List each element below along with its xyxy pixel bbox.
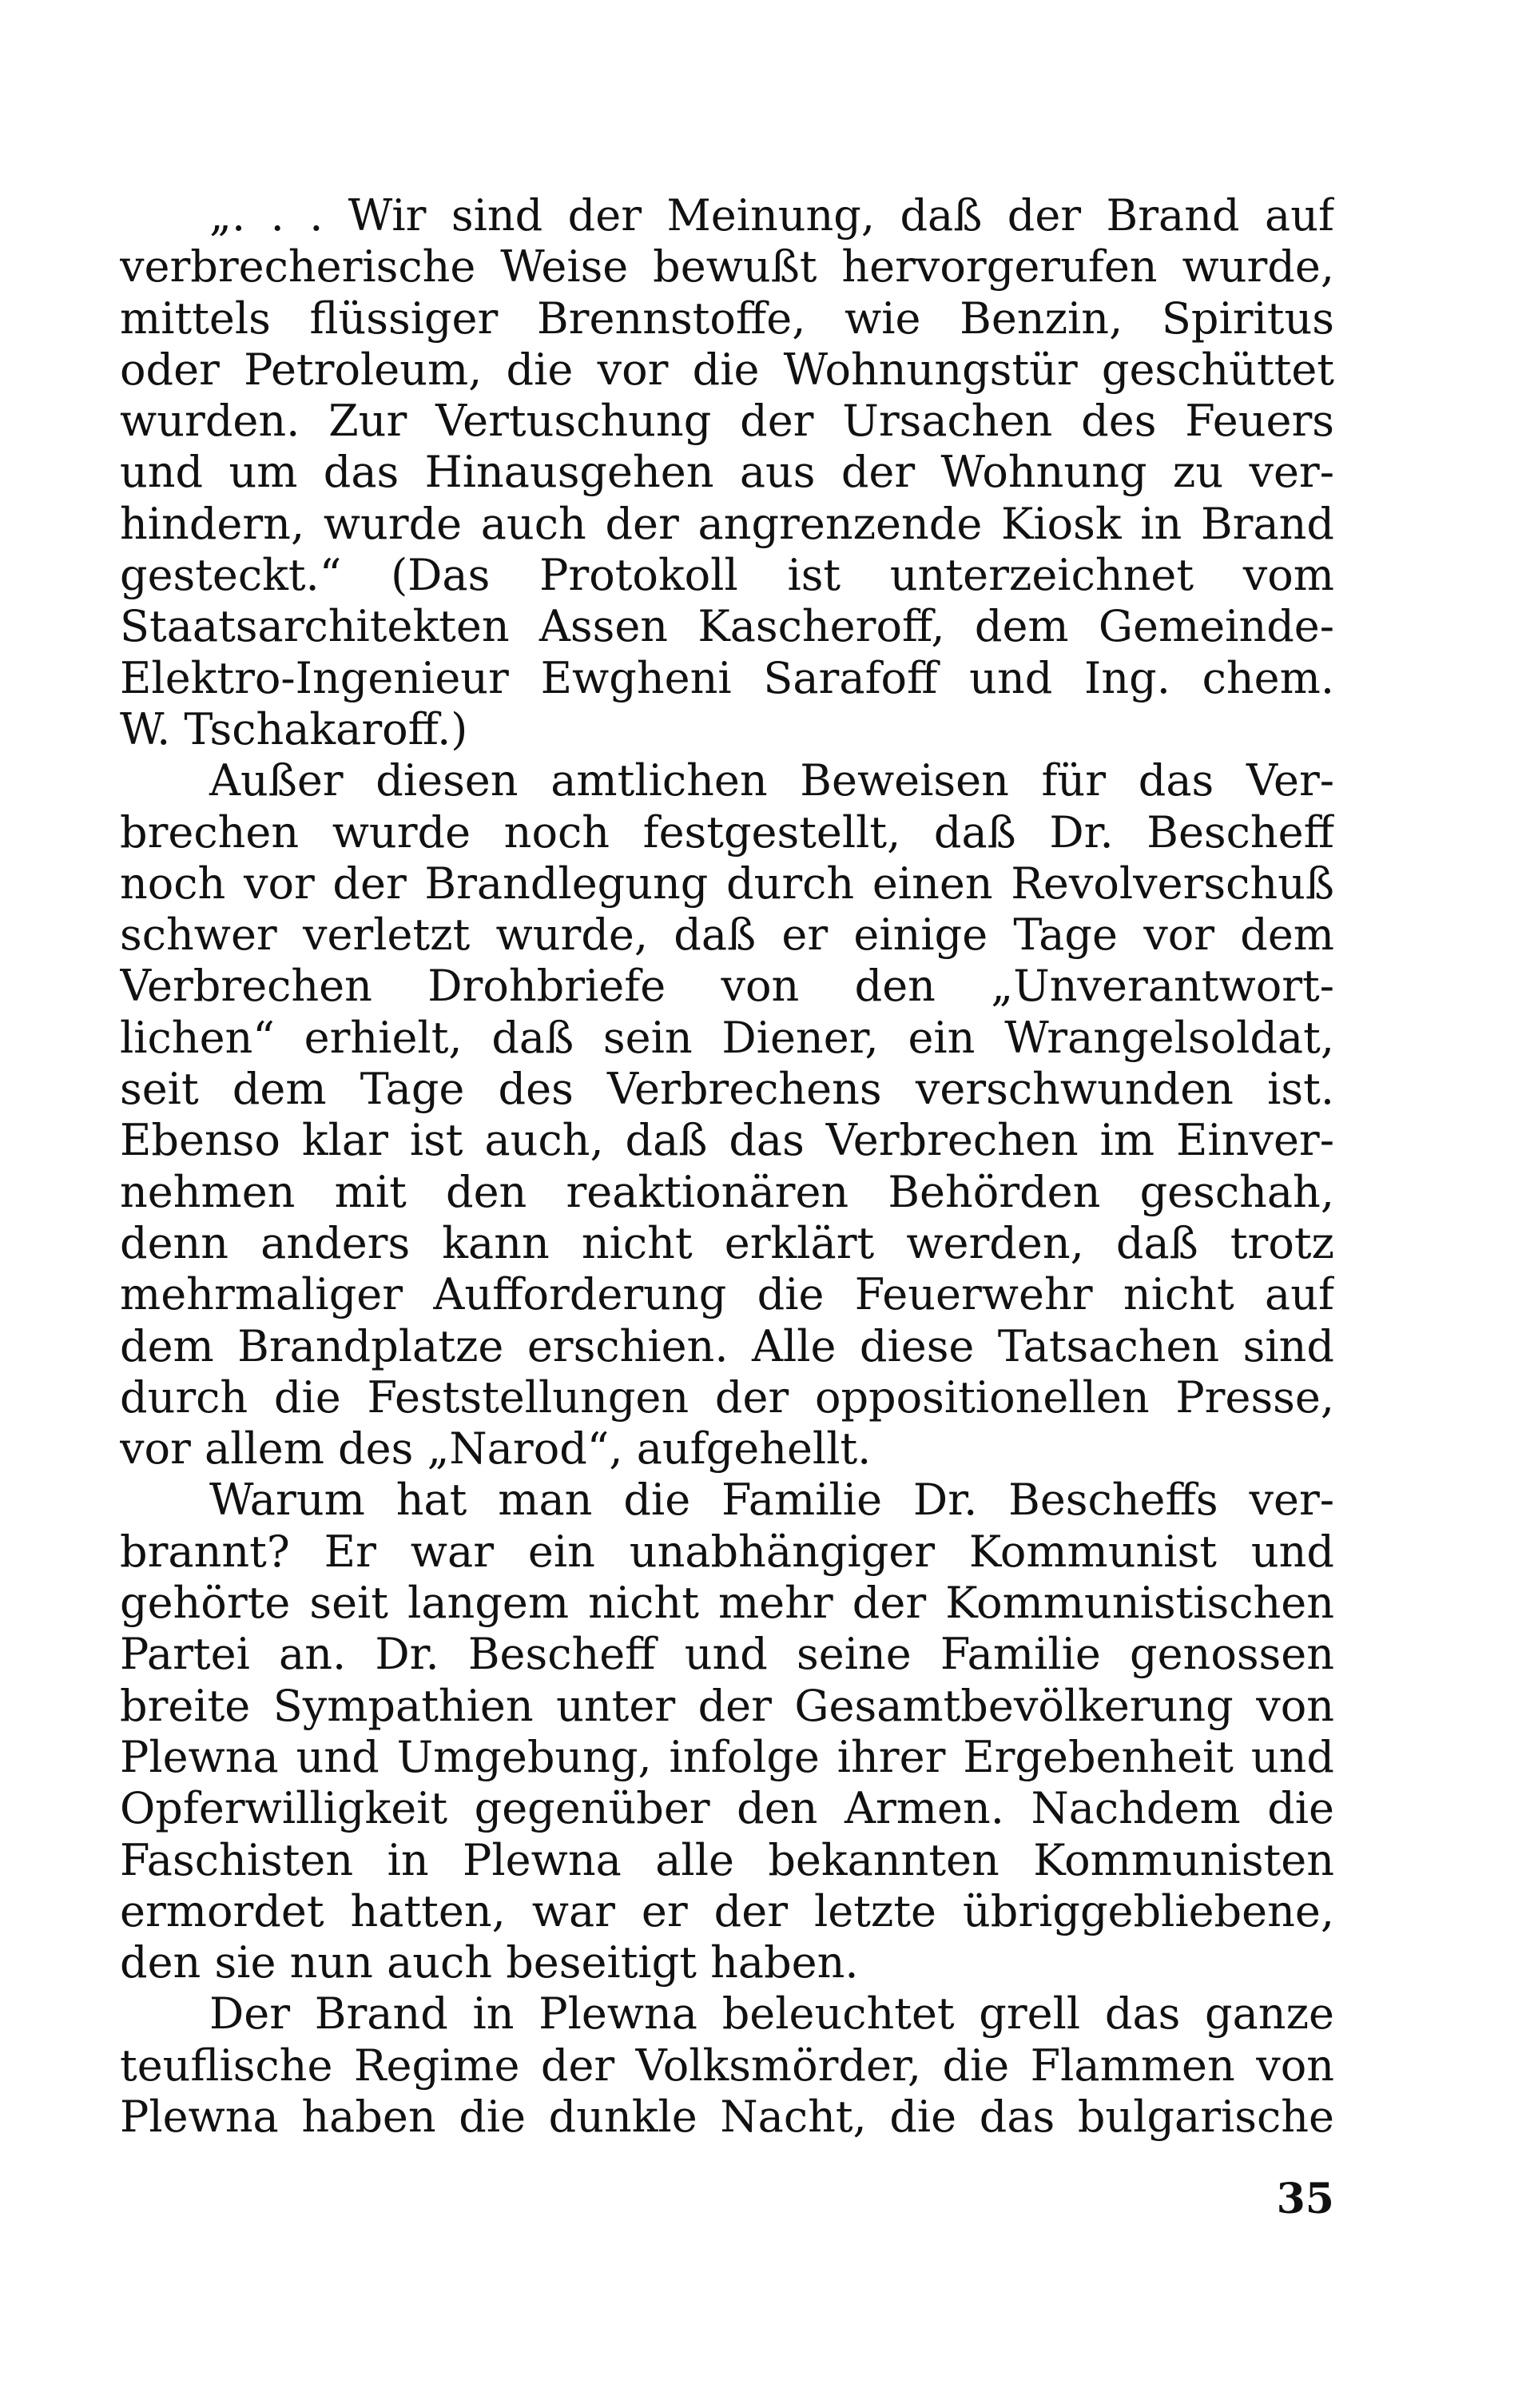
text-line: wurden. Zur Vertuschung der Ursachen des Feuers (120, 396, 1334, 447)
text-line: Opferwilligkeit gegenüber den Armen. Nachdem die (120, 1783, 1334, 1834)
body-text (120, 190, 1334, 2143)
text-line: W. Tschakaroff.) (120, 703, 468, 754)
text-line: teuflische Regime der Volksmörder, die Flammen von (120, 2040, 1334, 2091)
text-line: den sie nun auch beseitigt haben. (120, 1937, 859, 1988)
text-line: Faschisten in Plewna alle bekannten Kommunisten (120, 1834, 1334, 1885)
text-line: Verbrechen Drohbriefe von den „Unverantwort- (120, 961, 1334, 1012)
page-number: 35 (1276, 2175, 1334, 2223)
text-line: mehrmaliger Aufforderung die Feuerwehr nicht auf (120, 1269, 1334, 1320)
text-line: dem Brandplatze erschien. Alle diese Tatsachen sind (120, 1320, 1334, 1371)
text-line: noch vor der Brandlegung durch einen Revolverschuß (120, 858, 1334, 909)
text-line: „. . . Wir sind der Meinung, daß der Brand auf (209, 190, 1334, 241)
text-line: seit dem Tage des Verbrechens verschwunden ist. (120, 1064, 1334, 1115)
text-line: Plewna und Umgebung, infolge ihrer Ergebenheit und (120, 1731, 1334, 1782)
text-line: vor allem des „Narod“, aufgehellt. (120, 1423, 872, 1475)
text-line: Plewna haben die dunkle Nacht, die das bulgarische (120, 2091, 1334, 2142)
text-line: verbrecherische Weise bewußt hervorgerufen wurde, (120, 241, 1334, 293)
text-line: breite Sympathien unter der Gesamtbevölkerung von (120, 1680, 1334, 1731)
text-line: ermordet hatten, war er der letzte übriggebliebene, (120, 1885, 1334, 1936)
text-line: gehörte seit langem nicht mehr der Kommunistischen (120, 1578, 1334, 1629)
text-line: hindern, wurde auch der angrenzende Kiosk in Brand (120, 498, 1334, 549)
text-line: und um das Hinausgehen aus der Wohnung zu ver- (120, 447, 1334, 498)
text-line: Staatsarchitekten Assen Kascheroff, dem Gemeinde- (120, 601, 1334, 652)
text-line: Ebenso klar ist auch, daß das Verbrechen im Einver- (120, 1115, 1334, 1166)
text-line: mittels flüssiger Brennstoffe, wie Benzin, Spiritus (120, 293, 1334, 344)
text-line: nehmen mit den reaktionären Behörden geschah, (120, 1166, 1334, 1217)
text-line: gesteckt.“ (Das Protokoll ist unterzeichnet vom (120, 550, 1334, 601)
text-line: schwer verletzt wurde, daß er einige Tage vor dem (120, 909, 1334, 961)
text-line: Der Brand in Plewna beleuchtet grell das ganze (209, 1988, 1334, 2040)
text-line: brannt? Er war ein unabhängiger Kommunist und (120, 1526, 1334, 1577)
text-line: brechen wurde noch festgestellt, daß Dr. Bescheff (120, 806, 1334, 858)
text-line: oder Petroleum, die vor die Wohnungstür geschüttet (120, 344, 1334, 395)
text-line: Warum hat man die Familie Dr. Bescheffs ver- (209, 1475, 1334, 1526)
text-line: denn anders kann nicht erklärt werden, daß trotz (120, 1217, 1334, 1268)
text-line: Partei an. Dr. Bescheff und seine Familie genossen (120, 1629, 1334, 1680)
text-line: Elektro-Ingenieur Ewgheni Sarafoff und Ing. chem. (120, 652, 1334, 703)
text-line: durch die Feststellungen der oppositionellen Presse, (120, 1371, 1334, 1423)
text-line: Außer diesen amtlichen Beweisen für das Ver- (209, 755, 1334, 806)
text-line: lichen“ erhielt, daß sein Diener, ein Wrangelsoldat, (120, 1012, 1334, 1063)
